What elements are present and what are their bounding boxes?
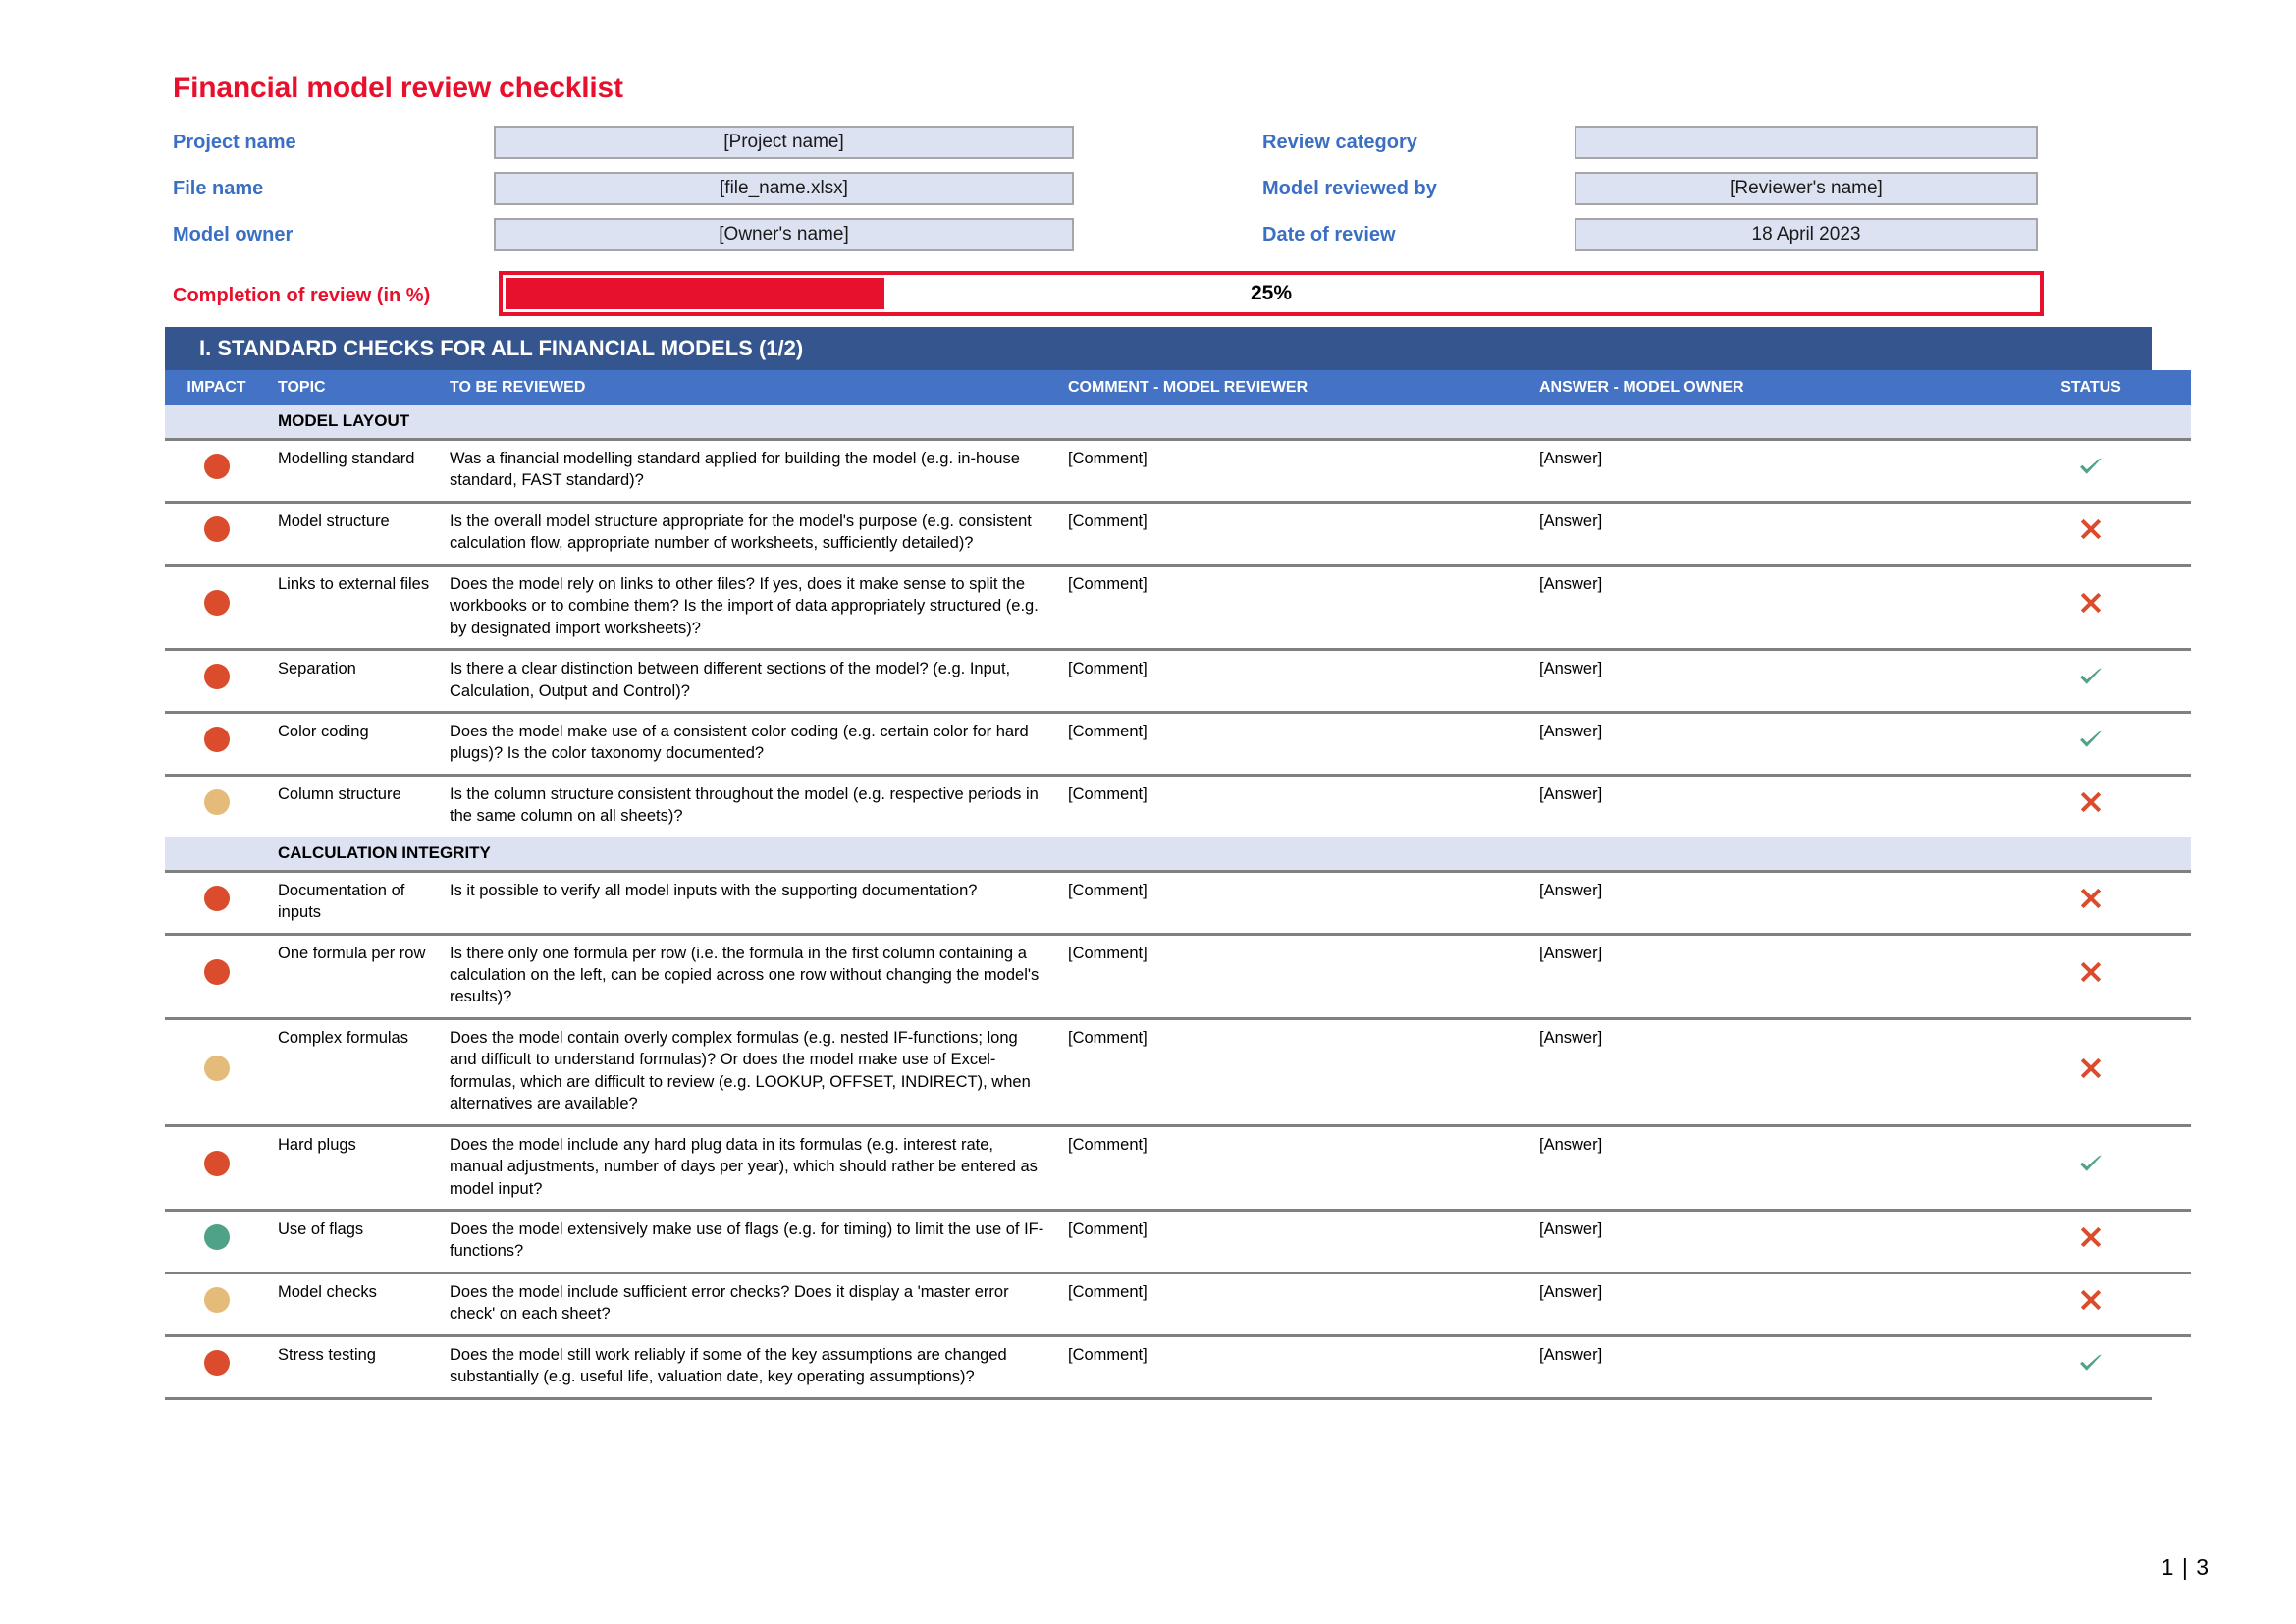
comment-cell[interactable]: [Comment] xyxy=(1058,1125,1529,1210)
answer-cell[interactable]: [Answer] xyxy=(1529,1018,1991,1125)
impact-dot-icon xyxy=(204,1224,230,1250)
status-check-icon xyxy=(2076,725,2106,758)
label-model-reviewed-by: Model reviewed by xyxy=(1262,178,1437,199)
table-header-row xyxy=(165,370,2191,405)
review-category-field[interactable] xyxy=(1575,126,2038,159)
topic-cell: Model checks xyxy=(268,1272,440,1335)
date-of-review-field[interactable]: 18 April 2023 xyxy=(1575,218,2038,251)
status-cell[interactable] xyxy=(1991,871,2191,934)
topic-cell: Model structure xyxy=(268,502,440,565)
impact-cell xyxy=(165,775,268,836)
topic-cell: Separation xyxy=(268,650,440,713)
group-impact-cell xyxy=(165,837,268,872)
question-cell: Does the model still work reliably if some of the key assumptions are changed substantially (e.g. useful life, valuation date, key operating assumptions)? xyxy=(440,1335,1058,1396)
answer-cell[interactable]: [Answer] xyxy=(1529,1335,1991,1396)
table-row[interactable] xyxy=(165,712,2191,775)
label-review-category: Review category xyxy=(1262,132,1417,153)
impact-dot-icon xyxy=(204,1287,230,1313)
topic-cell: Stress testing xyxy=(268,1335,440,1396)
comment-cell[interactable]: [Comment] xyxy=(1058,1210,1529,1272)
column-header-topic: TOPIC xyxy=(268,370,440,405)
status-cross-icon xyxy=(2078,886,2104,915)
answer-cell[interactable]: [Answer] xyxy=(1529,1210,1991,1272)
topic-cell: Hard plugs xyxy=(268,1125,440,1210)
impact-dot-icon xyxy=(204,959,230,985)
checklist-table xyxy=(165,370,2191,1397)
answer-cell[interactable]: [Answer] xyxy=(1529,1272,1991,1335)
status-cell[interactable] xyxy=(1991,775,2191,836)
topic-cell: Links to external files xyxy=(268,565,440,649)
group-impact-cell xyxy=(165,405,268,440)
answer-cell[interactable]: [Answer] xyxy=(1529,712,1991,775)
status-cell[interactable] xyxy=(1991,1018,2191,1125)
project-name-field[interactable]: [Project name] xyxy=(494,126,1074,159)
impact-dot-icon xyxy=(204,590,230,616)
section-banner: I. STANDARD CHECKS FOR ALL FINANCIAL MODELS (1/2) xyxy=(165,327,2152,370)
impact-cell xyxy=(165,650,268,713)
model-reviewed-by-field[interactable]: [Reviewer's name] xyxy=(1575,172,2038,205)
status-cell[interactable] xyxy=(1991,1125,2191,1210)
comment-cell[interactable]: [Comment] xyxy=(1058,775,1529,836)
impact-dot-icon xyxy=(204,727,230,752)
topic-cell: Documentation of inputs xyxy=(268,871,440,934)
topic-cell: Color coding xyxy=(268,712,440,775)
impact-dot-icon xyxy=(204,789,230,815)
status-cross-icon xyxy=(2078,1287,2104,1317)
impact-cell xyxy=(165,502,268,565)
comment-cell[interactable]: [Comment] xyxy=(1058,1335,1529,1396)
question-cell: Does the model include sufficient error checks? Does it display a 'master error check' on each sheet? xyxy=(440,1272,1058,1335)
impact-cell xyxy=(165,1018,268,1125)
table-row[interactable] xyxy=(165,1210,2191,1272)
column-header-to-be-reviewed: TO BE REVIEWED xyxy=(440,370,1058,405)
topic-cell: Complex formulas xyxy=(268,1018,440,1125)
table-row[interactable] xyxy=(165,650,2191,713)
answer-cell[interactable]: [Answer] xyxy=(1529,502,1991,565)
label-completion-of-review: Completion of review (in %) xyxy=(173,285,431,306)
question-cell: Is the column structure consistent throughout the model (e.g. respective periods in the same column on all sheets)? xyxy=(440,775,1058,836)
comment-cell[interactable]: [Comment] xyxy=(1058,712,1529,775)
group-name: MODEL LAYOUT xyxy=(268,405,2191,440)
status-cell[interactable] xyxy=(1991,1272,2191,1335)
status-cell[interactable] xyxy=(1991,502,2191,565)
table-row[interactable] xyxy=(165,775,2191,836)
file-name-field[interactable]: [file_name.xlsx] xyxy=(494,172,1074,205)
table-row[interactable] xyxy=(165,934,2191,1018)
status-cell[interactable] xyxy=(1991,565,2191,649)
comment-cell[interactable]: [Comment] xyxy=(1058,934,1529,1018)
label-project-name: Project name xyxy=(173,132,296,153)
answer-cell[interactable]: [Answer] xyxy=(1529,650,1991,713)
impact-cell xyxy=(165,1272,268,1335)
comment-cell[interactable]: [Comment] xyxy=(1058,440,1529,503)
comment-cell[interactable]: [Comment] xyxy=(1058,1272,1529,1335)
label-model-owner: Model owner xyxy=(173,224,294,245)
label-file-name: File name xyxy=(173,178,264,199)
question-cell: Is there only one formula per row (i.e. the formula in the first column containing a calculation on the left, can be copied across one row without changing the model's results)? xyxy=(440,934,1058,1018)
table-row[interactable] xyxy=(165,440,2191,503)
question-cell: Does the model extensively make use of flags (e.g. for timing) to limit the use of IF-functions? xyxy=(440,1210,1058,1272)
column-header-answer: ANSWER - MODEL OWNER xyxy=(1529,370,1991,405)
status-cross-icon xyxy=(2078,590,2104,620)
table-row[interactable] xyxy=(165,1125,2191,1210)
question-cell: Is it possible to verify all model inputs with the supporting documentation? xyxy=(440,871,1058,934)
table-row[interactable] xyxy=(165,871,2191,934)
answer-cell[interactable]: [Answer] xyxy=(1529,775,1991,836)
topic-cell: Use of flags xyxy=(268,1210,440,1272)
column-header-status: STATUS xyxy=(1991,370,2191,405)
answer-cell[interactable]: [Answer] xyxy=(1529,440,1991,503)
table-row[interactable] xyxy=(165,1335,2191,1396)
page-title: Financial model review checklist xyxy=(173,72,623,104)
topic-cell: Modelling standard xyxy=(268,440,440,503)
question-cell: Does the model make use of a consistent color coding (e.g. certain color for hard plugs)? Is the color taxonomy documented? xyxy=(440,712,1058,775)
progress-percent-label: 25% xyxy=(1250,282,1293,304)
table-row[interactable] xyxy=(165,565,2191,649)
status-cross-icon xyxy=(2078,1224,2104,1254)
question-cell: Does the model contain overly complex formulas (e.g. nested IF-functions; long and difficult to understand formulas)? Or does the model make use of Excel-formulas, which are difficult to review (e.g. LOOKUP, OFFSET, INDIRECT), when alternatives are available? xyxy=(440,1018,1058,1125)
status-cell[interactable] xyxy=(1991,712,2191,775)
question-cell: Does the model rely on links to other files? If yes, does it make sense to split the workbooks or to combine them? Is the import of data appropriately structured (e.g. by designated import worksheets)? xyxy=(440,565,1058,649)
impact-cell xyxy=(165,934,268,1018)
impact-cell xyxy=(165,1125,268,1210)
impact-dot-icon xyxy=(204,1350,230,1376)
status-cell[interactable] xyxy=(1991,650,2191,713)
status-cell[interactable] xyxy=(1991,934,2191,1018)
table-bottom-rule xyxy=(165,1397,2152,1400)
status-check-icon xyxy=(2076,1149,2106,1182)
topic-cell: One formula per row xyxy=(268,934,440,1018)
answer-cell[interactable]: [Answer] xyxy=(1529,934,1991,1018)
impact-dot-icon xyxy=(204,664,230,689)
question-cell: Is the overall model structure appropriate for the model's purpose (e.g. consistent calculation flow, appropriate number of worksheets, sufficiently detailed)? xyxy=(440,502,1058,565)
status-cell[interactable] xyxy=(1991,440,2191,503)
answer-cell[interactable]: [Answer] xyxy=(1529,871,1991,934)
status-cross-icon xyxy=(2078,1056,2104,1085)
status-cross-icon xyxy=(2078,789,2104,819)
label-date-of-review: Date of review xyxy=(1262,224,1396,245)
impact-cell xyxy=(165,712,268,775)
model-owner-field[interactable]: [Owner's name] xyxy=(494,218,1074,251)
column-header-comment: COMMENT - MODEL REVIEWER xyxy=(1058,370,1529,405)
impact-cell xyxy=(165,1210,268,1272)
comment-cell[interactable]: [Comment] xyxy=(1058,502,1529,565)
status-cross-icon xyxy=(2078,516,2104,546)
table-row[interactable] xyxy=(165,1272,2191,1335)
question-cell: Is there a clear distinction between different sections of the model? (e.g. Input, Calculation, Output and Control)? xyxy=(440,650,1058,713)
impact-dot-icon xyxy=(204,516,230,542)
table-row[interactable] xyxy=(165,502,2191,565)
impact-dot-icon xyxy=(204,886,230,911)
comment-cell[interactable]: [Comment] xyxy=(1058,1018,1529,1125)
comment-cell[interactable]: [Comment] xyxy=(1058,871,1529,934)
status-cross-icon xyxy=(2078,959,2104,989)
impact-cell xyxy=(165,871,268,934)
answer-cell[interactable]: [Answer] xyxy=(1529,565,1991,649)
group-header-row xyxy=(165,405,2191,440)
table-row[interactable] xyxy=(165,1018,2191,1125)
status-cell[interactable] xyxy=(1991,1210,2191,1272)
checklist-table-container xyxy=(165,327,2152,1400)
topic-cell: Column structure xyxy=(268,775,440,836)
impact-dot-icon xyxy=(204,1151,230,1176)
group-name: CALCULATION INTEGRITY xyxy=(268,837,2191,872)
comment-cell[interactable]: [Comment] xyxy=(1058,565,1529,649)
question-cell: Was a financial modelling standard applied for building the model (e.g. in-house standard, FAST standard)? xyxy=(440,440,1058,503)
impact-cell xyxy=(165,565,268,649)
group-header-row xyxy=(165,837,2191,872)
status-check-icon xyxy=(2076,1348,2106,1381)
status-cell[interactable] xyxy=(1991,1335,2191,1396)
impact-cell xyxy=(165,440,268,503)
impact-dot-icon xyxy=(204,1056,230,1081)
status-check-icon xyxy=(2076,662,2106,695)
impact-dot-icon xyxy=(204,454,230,479)
status-check-icon xyxy=(2076,452,2106,485)
completion-progress-bar xyxy=(499,271,2044,316)
page-number: 1 | 3 xyxy=(2161,1554,2210,1580)
column-header-impact: IMPACT xyxy=(165,370,268,405)
impact-cell xyxy=(165,1335,268,1396)
answer-cell[interactable]: [Answer] xyxy=(1529,1125,1991,1210)
comment-cell[interactable]: [Comment] xyxy=(1058,650,1529,713)
question-cell: Does the model include any hard plug data in its formulas (e.g. interest rate, manual adjustments, number of days per year), which should rather be entered as model input? xyxy=(440,1125,1058,1210)
